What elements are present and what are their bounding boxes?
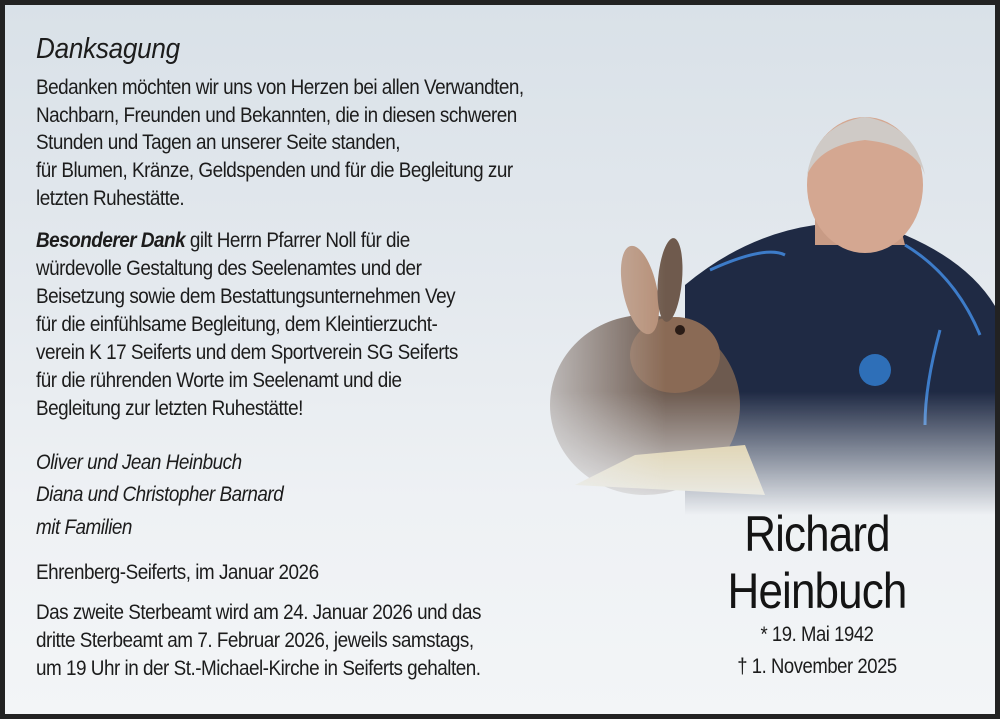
signatory: Diana und Christopher Barnard — [36, 483, 284, 506]
paragraph2-line: Begleitung zur letzten Ruhestätte! — [36, 397, 303, 420]
paragraph2-line: verein K 17 Seiferts und dem Sportverein SG Seiferts — [36, 341, 458, 364]
signatory: mit Familien — [36, 516, 132, 539]
notice-line: dritte Sterbeamt am 7. Februar 2026, jeweils samstags, — [36, 629, 474, 652]
paragraph2-line: Beisetzung sowie dem Bestattungsunternehmen Vey — [36, 285, 456, 308]
paragraph2-first-line — [36, 229, 410, 253]
paragraph1-line: Nachbarn, Freunden und Bekannten, die in diesen schweren — [36, 104, 517, 127]
paragraph1-line: letzten Ruhestätte. — [36, 187, 185, 210]
paragraph2-line: würdevolle Gestaltung des Seelenamtes und der — [36, 257, 422, 280]
portrait-photo — [485, 105, 995, 515]
paragraph2-line: für die einfühlsame Begleitung, dem Kleintierzucht- — [36, 313, 438, 336]
signatory: Oliver und Jean Heinbuch — [36, 451, 242, 474]
birth-date: * 19. Mai 1942 — [760, 623, 874, 646]
death-date: † 1. November 2025 — [737, 655, 897, 678]
special-thanks-lead: Besonderer Dank — [36, 229, 186, 252]
obituary-card — [5, 5, 995, 714]
paragraph2-line: für die rührenden Worte im Seelenamt und die — [36, 369, 402, 392]
deceased-last-name: Heinbuch — [727, 563, 907, 619]
paragraph1-line: Stunden und Tagen an unserer Seite standen, — [36, 131, 401, 154]
paragraph1-line: Bedanken möchten wir uns von Herzen bei allen Verwandten, — [36, 76, 524, 99]
notice-line: Das zweite Sterbeamt wird am 24. Januar 2026 und das — [36, 601, 481, 624]
place-date: Ehrenberg-Seiferts, im Januar 2026 — [36, 561, 319, 584]
notice-line: um 19 Uhr in der St.-Michael-Kirche in Seiferts gehalten. — [36, 657, 481, 680]
paragraph1-line: für Blumen, Kränze, Geldspenden und für die Begleitung zur — [36, 159, 513, 182]
deceased-first-name: Richard — [744, 506, 890, 562]
paragraph2-line: gilt Herrn Pfarrer Noll für die — [185, 229, 410, 252]
heading: Danksagung — [36, 33, 180, 65]
